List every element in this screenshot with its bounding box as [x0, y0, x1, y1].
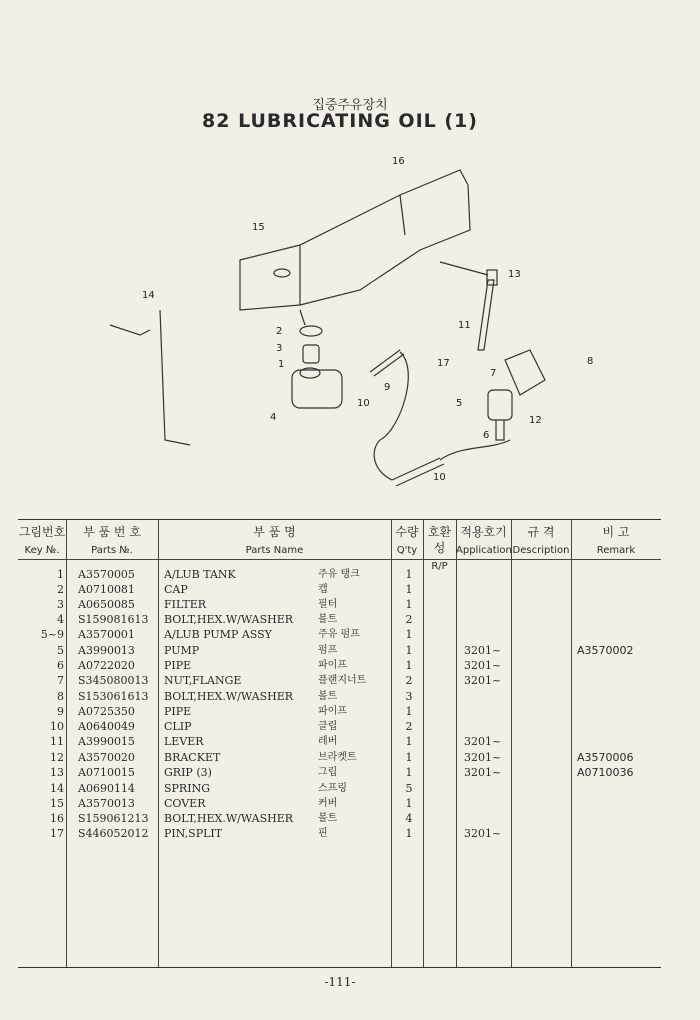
part-number-cell: A0722020 — [78, 659, 135, 672]
key-cell: 8 — [57, 690, 64, 703]
quantity-cell: 1 — [405, 644, 413, 657]
quantity-cell: 2 — [405, 720, 413, 733]
key-cell: 6 — [57, 659, 64, 672]
part-number-cell: A0725350 — [78, 705, 135, 718]
callout-label: 14 — [142, 290, 155, 301]
callout-label: 15 — [252, 222, 265, 233]
key-cell: 10 — [50, 720, 64, 733]
part-name-korean-cell: 커버 — [318, 798, 338, 809]
callout-label: 3 — [276, 343, 283, 354]
application-cell: 3201~ — [464, 674, 502, 687]
part-number-cell: S446052012 — [78, 827, 149, 840]
part-number-cell: S345080013 — [78, 674, 149, 687]
application-cell: 3201~ — [464, 659, 502, 672]
header-qty: 수량 Q'ty — [395, 525, 419, 556]
page-title: 82 LUBRICATING OIL (1) — [202, 110, 478, 132]
callout-label: 10 — [433, 472, 446, 483]
header-remark: 비 고 Remark — [596, 525, 636, 556]
table-row — [18, 811, 661, 826]
callout-label: 11 — [458, 320, 471, 331]
callout-label: 10 — [357, 398, 370, 409]
part-name-korean-cell: 캡 — [318, 584, 328, 595]
part-number-cell: A3570005 — [78, 568, 135, 581]
callout-label: 6 — [483, 430, 490, 441]
part-name-cell: A/LUB PUMP ASSY — [164, 628, 272, 641]
application-cell: 3201~ — [464, 735, 502, 748]
key-cell: 5~9 — [40, 628, 64, 641]
part-name-cell: BRACKET — [164, 751, 221, 764]
key-cell: 13 — [50, 766, 64, 779]
title-korean: 집중주유장치 — [312, 98, 388, 113]
part-name-cell: A/LUB TANK — [164, 568, 236, 581]
part-name-korean-cell: 주유 펌프 — [318, 629, 360, 640]
quantity-cell: 2 — [405, 674, 413, 687]
key-cell: 15 — [50, 797, 64, 810]
table-row — [18, 612, 661, 627]
part-name-korean-cell: 파이프 — [318, 660, 347, 671]
part-name-korean-cell: 볼트 — [318, 614, 338, 625]
part-name-korean-cell: 브라켓트 — [318, 752, 357, 763]
table-row — [18, 765, 661, 780]
key-cell: 9 — [57, 705, 64, 718]
part-name-korean-cell: 볼트 — [318, 691, 338, 702]
part-number-cell: A3570001 — [78, 628, 135, 641]
quantity-cell: 1 — [405, 659, 413, 672]
quantity-cell: 1 — [405, 827, 413, 840]
key-cell: 1 — [57, 568, 64, 581]
header-description: 규 격 Description — [512, 525, 570, 556]
part-number-cell: A0690114 — [78, 782, 135, 795]
key-cell: 16 — [50, 812, 64, 825]
table-row — [18, 597, 661, 612]
part-name-cell: PIPE — [164, 705, 192, 718]
exploded-parts-diagram — [0, 140, 700, 510]
callout-label: 5 — [456, 398, 463, 409]
application-cell: 3201~ — [464, 751, 502, 764]
table-row — [18, 689, 661, 704]
key-cell: 14 — [50, 782, 64, 795]
header-rp: 호환성 R/P — [427, 525, 452, 572]
part-number-cell: A3990015 — [78, 735, 135, 748]
callout-label: 9 — [384, 382, 391, 393]
quantity-cell: 2 — [405, 613, 413, 626]
callout-label: 8 — [587, 356, 594, 367]
key-cell: 3 — [57, 598, 64, 611]
part-name-cell: FILTER — [164, 598, 207, 611]
quantity-cell: 4 — [405, 812, 413, 825]
part-name-korean-cell: 파이프 — [318, 706, 347, 717]
part-name-korean-cell: 플랜지너트 — [318, 675, 367, 686]
part-name-cell: COVER — [164, 797, 206, 810]
table-row — [18, 704, 661, 719]
quantity-cell: 1 — [405, 628, 413, 641]
part-name-cell: GRIP (3) — [164, 766, 212, 779]
part-name-cell: PUMP — [164, 644, 200, 657]
part-name-cell: SPRING — [164, 782, 210, 795]
quantity-cell: 1 — [405, 735, 413, 748]
quantity-cell: 1 — [405, 797, 413, 810]
table-row — [18, 734, 661, 749]
callout-label: 4 — [270, 412, 277, 423]
part-name-cell: PIPE — [164, 659, 192, 672]
page-number: -111- — [324, 975, 356, 989]
remark-cell: A3570002 — [577, 644, 634, 657]
table-row — [18, 627, 661, 642]
part-number-cell: S159061213 — [78, 812, 149, 825]
part-number-cell: S159081613 — [78, 613, 149, 626]
diagram-callouts — [142, 156, 593, 483]
part-name-cell: BOLT,HEX.W/WASHER — [164, 690, 294, 703]
key-cell: 11 — [50, 735, 64, 748]
callout-label: 2 — [276, 326, 283, 337]
table-row — [18, 582, 661, 597]
part-name-korean-cell: 레버 — [318, 736, 338, 747]
part-name-korean-cell: 펌프 — [318, 645, 338, 656]
part-name-cell: BOLT,HEX.W/WASHER — [164, 812, 294, 825]
callout-label: 16 — [392, 156, 405, 167]
table-row — [18, 673, 661, 688]
quantity-cell: 1 — [405, 705, 413, 718]
quantity-cell: 3 — [405, 690, 413, 703]
header-application: 적용호기 Application — [456, 525, 512, 556]
table-row — [18, 658, 661, 673]
part-name-korean-cell: 핀 — [318, 828, 328, 839]
part-name-cell: CLIP — [164, 720, 192, 733]
remark-cell: A0710036 — [577, 766, 634, 779]
part-number-cell: A0710015 — [78, 766, 135, 779]
part-name-korean-cell: 필터 — [318, 599, 338, 610]
callout-label: 7 — [490, 368, 497, 379]
table-row — [18, 750, 661, 765]
part-name-korean-cell: 그립 — [318, 767, 338, 778]
callout-label: 13 — [508, 269, 521, 280]
part-name-cell: BOLT,HEX.W/WASHER — [164, 613, 294, 626]
parts-table — [18, 519, 661, 968]
part-name-korean-cell: 스프링 — [318, 783, 347, 794]
quantity-cell: 1 — [405, 583, 413, 596]
header-parts-no: 부 품 번 호 Parts №. — [83, 525, 141, 556]
header-parts-name: 부 품 명 Parts Name — [245, 525, 304, 556]
remark-cell: A3570006 — [577, 751, 634, 764]
application-cell: 3201~ — [464, 644, 502, 657]
part-name-korean-cell: 클립 — [318, 721, 338, 732]
callout-label: 12 — [529, 415, 542, 426]
part-number-cell: A3570013 — [78, 797, 135, 810]
quantity-cell: 1 — [405, 766, 413, 779]
part-name-cell: NUT,FLANGE — [164, 674, 242, 687]
quantity-cell: 1 — [405, 751, 413, 764]
table-row — [18, 719, 661, 734]
key-cell: 4 — [57, 613, 64, 626]
table-row — [18, 781, 661, 796]
part-number-cell: A0710081 — [78, 583, 135, 596]
key-cell: 5 — [57, 644, 64, 657]
key-cell: 17 — [50, 827, 64, 840]
key-cell: 12 — [50, 751, 64, 764]
table-row — [18, 567, 661, 582]
part-number-cell: S153061613 — [78, 690, 149, 703]
part-name-korean-cell: 주유 탱크 — [318, 569, 360, 580]
callout-label: 17 — [437, 358, 450, 369]
quantity-cell: 1 — [405, 598, 413, 611]
part-name-cell: CAP — [164, 583, 188, 596]
key-cell: 7 — [57, 674, 64, 687]
quantity-cell: 5 — [405, 782, 413, 795]
part-number-cell: A3990013 — [78, 644, 135, 657]
table-row — [18, 826, 661, 841]
application-cell: 3201~ — [464, 827, 502, 840]
part-number-cell: A0650085 — [78, 598, 135, 611]
callout-label: 1 — [278, 359, 285, 370]
table-row — [18, 796, 661, 811]
part-name-korean-cell: 볼트 — [318, 813, 338, 824]
key-cell: 2 — [57, 583, 64, 596]
part-number-cell: A3570020 — [78, 751, 135, 764]
header-key: 그림번호 Key №. — [18, 525, 66, 556]
quantity-cell: 1 — [405, 568, 413, 581]
table-row — [18, 643, 661, 658]
part-name-cell: LEVER — [164, 735, 204, 748]
part-name-cell: PIN,SPLIT — [164, 827, 223, 840]
part-number-cell: A0640049 — [78, 720, 135, 733]
application-cell: 3201~ — [464, 766, 502, 779]
